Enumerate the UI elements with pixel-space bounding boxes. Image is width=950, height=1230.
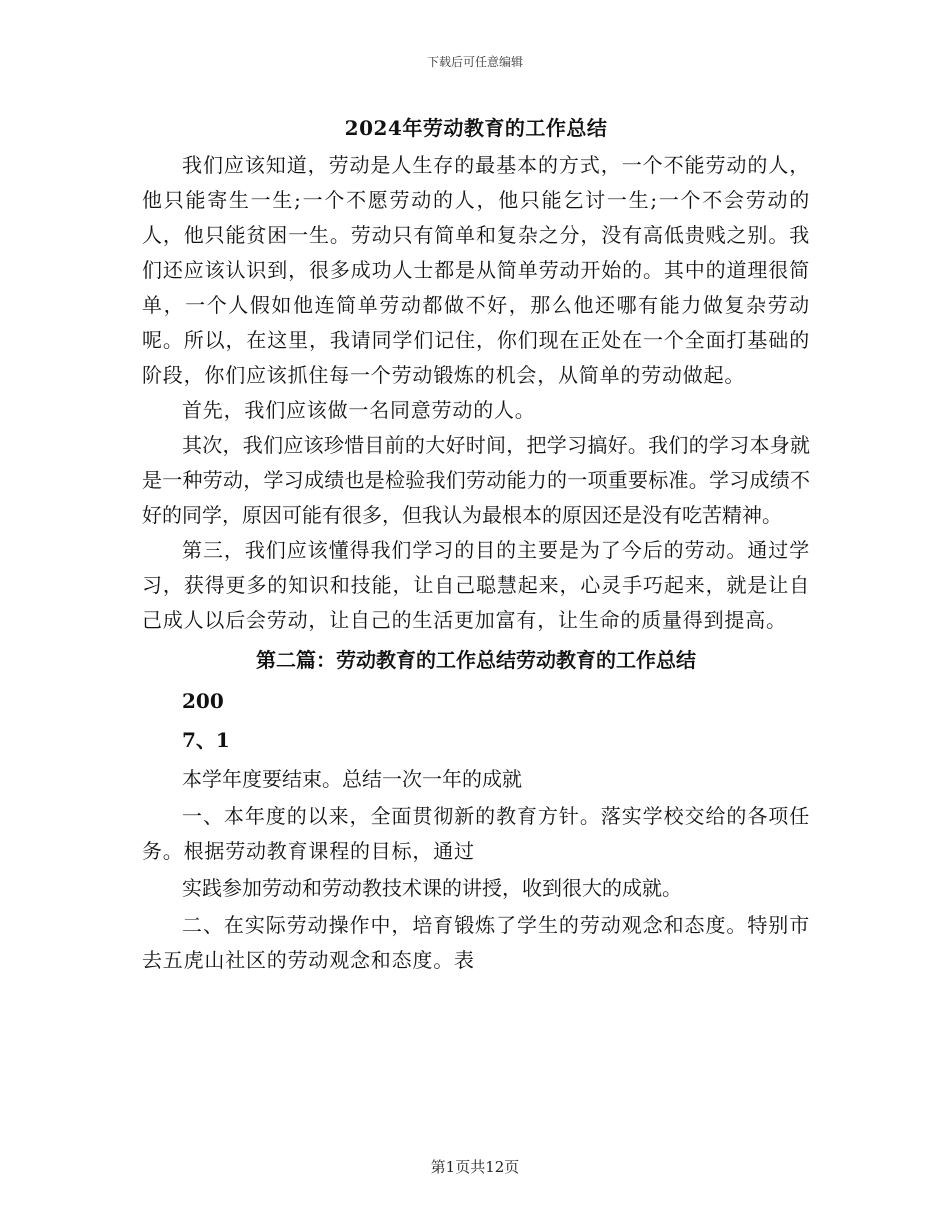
paragraph-intro: 我们应该知道，劳动是人生存的最基本的方式，一个不能劳动的人，他只能寄生一生;一个不愿劳动的人，他只能乞讨一生;一个不会劳动的人，他只能贫困一生。劳动只有简单和复杂之分，没有高低贵贱之别。我们还应该认识到，很多成功人士都是从简单劳动开始的。其中的道理很简单，一个人假如他连简单劳动都做不好，那么他还哪有能力做复杂劳动呢。所以，在这里，我请同学们记住，你们现在正处在一个全面打基础的阶段，你们应该抓住每一个劳动锻炼的机会，从简单的劳动做起。	[142, 153, 810, 387]
section-two-line-year: 200	[182, 689, 224, 713]
section-two-line-summary: 本学年度要结束。总结一次一年的成就	[182, 767, 522, 791]
section-two-line-date: 7、1	[182, 728, 230, 752]
paragraph-first: 首先，我们应该做一名同意劳动的人。	[182, 398, 536, 422]
document-body	[142, 112, 810, 978]
section-two-point-one: 一、本年度的以来，全面贯彻新的教育方针。落实学校交给的各项任务。根据劳动教育课程的目标，通过	[142, 804, 810, 863]
document-title: 2024年劳动教育的工作总结	[344, 116, 608, 140]
section-two-title: 第二篇：劳动教育的工作总结劳动教育的工作总结	[256, 648, 696, 672]
page-header-note: 下载后可任意编辑	[426, 55, 523, 69]
section-two-practice: 实践参加劳动和劳动教技术课的讲授，收到很大的成就。	[182, 876, 682, 900]
paragraph-third: 第三，我们应该懂得我们学习的目的主要是为了今后的劳动。通过学习，获得更多的知识和技能，让自己聪慧起来，心灵手巧起来，就是让自己成人以后会劳动，让自己的生活更加富有，让生命的质量得到提高。	[142, 538, 810, 632]
section-two-point-two: 二、在实际劳动操作中，培育锻炼了学生的劳动观念和态度。特别市去五虎山社区的劳动观念和态度。表	[142, 913, 810, 972]
paragraph-second: 其次，我们应该珍惜目前的大好时间，把学习搞好。我们的学习本身就是一种劳动，学习成绩也是检验我们劳动能力的一项重要标准。学习成绩不好的同学，原因可能有很多，但我认为最根本的原因还是没有吃苦精神。	[142, 433, 810, 527]
page-number: 第1页共12页	[430, 1158, 520, 1176]
